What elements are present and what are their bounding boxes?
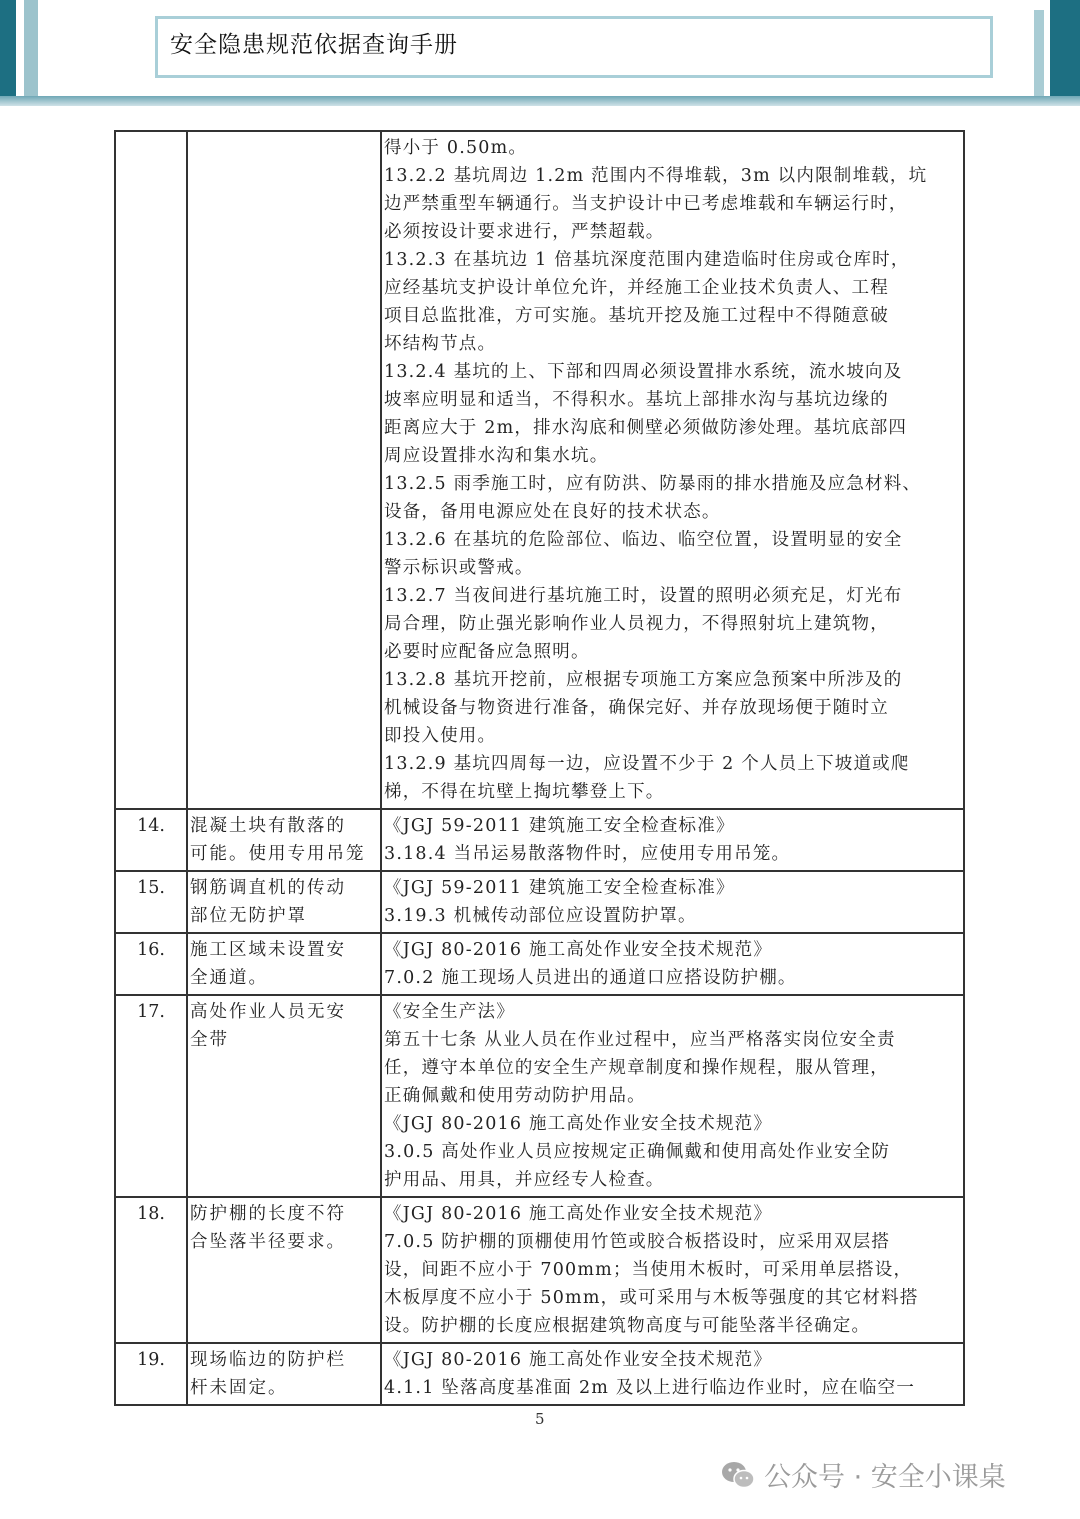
basis-line: 距离应大于 2m，排水沟底和侧壁必须做防渗处理。基坑底部四 (384, 418, 908, 438)
row-number (115, 131, 187, 809)
basis-line: 梯，不得在坑壁上掏坑攀登上下。 (384, 782, 665, 802)
header-title: 安全隐患规范依据查询手册 (170, 32, 458, 58)
regulation-basis (381, 995, 964, 1197)
basis-line: 13.2.4 基坑的上、下部和四周必须设置排水系统，流水坡向及 (384, 362, 903, 382)
basis-line: 木板厚度不应小于 50mm，或可采用与木板等强度的其它材料搭 (384, 1288, 919, 1308)
hazard-line: 现场临边的防护栏 (190, 1350, 346, 1370)
hazard-line: 高处作业人员无安 (190, 1002, 346, 1022)
basis-line: 《JGJ 80-2016 施工高处作业安全技术规范》 (384, 1350, 773, 1370)
basis-line: 局合理，防止强光影响作业人员视力，不得照射坑上建筑物， (384, 614, 889, 634)
basis-line: 3.19.3 机械传动部位应设置防护罩。 (384, 906, 697, 926)
row-number: 16. (115, 933, 187, 995)
table-row (115, 131, 964, 809)
hazard-description (187, 995, 381, 1197)
row-number: 19. (115, 1343, 187, 1405)
hazard-table (114, 130, 965, 1406)
basis-line: 正确佩戴和使用劳动防护用品。 (384, 1086, 646, 1106)
hazard-line: 杆未固定。 (190, 1378, 288, 1398)
basis-line: 《JGJ 59-2011 建筑施工安全检查标准》 (384, 878, 735, 898)
basis-line: 项目总监批准，方可实施。基坑开挖及施工过程中不得随意破 (384, 306, 889, 326)
table-row (115, 1343, 964, 1405)
row-number: 18. (115, 1197, 187, 1343)
watermark (720, 1455, 1006, 1494)
regulation-basis (381, 809, 964, 871)
header-divider (0, 96, 1080, 106)
basis-line: 3.18.4 当吊运易散落物件时，应使用专用吊笼。 (384, 844, 791, 864)
row-number: 15. (115, 871, 187, 933)
basis-line: 7.0.2 施工现场人员进出的通道口应搭设防护棚。 (384, 968, 797, 988)
basis-line: 警示标识或警戒。 (384, 558, 534, 578)
hazard-description (187, 1343, 381, 1405)
row-number: 14. (115, 809, 187, 871)
regulation-basis (381, 1197, 964, 1343)
regulation-basis (381, 871, 964, 933)
basis-line: 13.2.5 雨季施工时，应有防洪、防暴雨的排水措施及应急材料、 (384, 474, 922, 494)
basis-line: 周应设置排水沟和集水坑。 (384, 446, 609, 466)
row-number: 17. (115, 995, 187, 1197)
hazard-line: 钢筋调直机的传动 (190, 878, 346, 898)
basis-line: 13.2.8 基坑开挖前，应根据专项施工方案应急预案中所涉及的 (384, 670, 903, 690)
wechat-icon (720, 1460, 756, 1490)
basis-line: 《JGJ 80-2016 施工高处作业安全技术规范》 (384, 940, 773, 960)
hazard-line: 可能。使用专用吊笼 (190, 844, 366, 864)
table-row (115, 809, 964, 871)
basis-line: 设，间距不应小于 700mm；当使用木板时，可采用单层搭设， (384, 1260, 913, 1280)
hazard-line: 合坠落半径要求。 (190, 1232, 346, 1252)
hazard-description (187, 871, 381, 933)
hazard-line: 部位无防护罩 (190, 906, 307, 926)
basis-line: 13.2.9 基坑四周每一边，应设置不少于 2 个人员上下坡道或爬 (384, 754, 910, 774)
basis-line: 任，遵守本单位的安全生产规章制度和操作规程，服从管理， (384, 1058, 889, 1078)
basis-line: 即投入使用。 (384, 726, 497, 746)
table-row (115, 995, 964, 1197)
hazard-description (187, 933, 381, 995)
basis-line: 《JGJ 80-2016 施工高处作业安全技术规范》 (384, 1204, 773, 1224)
basis-line: 4.1.1 坠落高度基准面 2m 及以上进行临边作业时，应在临空一 (384, 1378, 916, 1398)
header-bar-right (1050, 0, 1080, 98)
basis-line: 坡率应明显和适当，不得积水。基坑上部排水沟与基坑边缘的 (384, 390, 889, 410)
basis-line: 《JGJ 59-2011 建筑施工安全检查标准》 (384, 816, 735, 836)
hazard-description (187, 1197, 381, 1343)
basis-line: 边严禁重型车辆通行。当支护设计中已考虑堆载和车辆运行时， (384, 194, 908, 214)
watermark-text: 公众号 · 安全小课桌 (764, 1462, 1006, 1493)
hazard-description (187, 809, 381, 871)
basis-line: 13.2.3 在基坑边 1 倍基坑深度范围内建造临时住房或仓库时， (384, 250, 910, 270)
header-stripe-left (24, 0, 38, 96)
basis-line: 设。防护棚的长度应根据建筑物高度与可能坠落半径确定。 (384, 1316, 871, 1336)
basis-line: 13.2.2 基坑周边 1.2m 范围内不得堆载，3m 以内限制堆载，坑 (384, 166, 928, 186)
basis-line: 必须按设计要求进行，严禁超载。 (384, 222, 665, 242)
basis-line: 机械设备与物资进行准备，确保完好、并存放现场便于随时立 (384, 698, 889, 718)
regulation-basis (381, 933, 964, 995)
basis-line: 3.0.5 高处作业人员应按规定正确佩戴和使用高处作业安全防 (384, 1142, 891, 1162)
hazard-description (187, 131, 381, 809)
header-bar-left (0, 0, 16, 96)
basis-line: 13.2.6 在基坑的危险部位、临边、临空位置，设置明显的安全 (384, 530, 903, 550)
regulation-basis (381, 1343, 964, 1405)
table-row (115, 933, 964, 995)
hazard-line: 混凝土块有散落的 (190, 816, 346, 836)
basis-line: 13.2.7 当夜间进行基坑施工时，设置的照明必须充足，灯光布 (384, 586, 903, 606)
basis-line: 第五十七条 从业人员在作业过程中，应当严格落实岗位安全责 (384, 1030, 896, 1050)
basis-line: 得小于 0.50m。 (384, 138, 528, 158)
basis-line: 《安全生产法》 (384, 1002, 515, 1022)
basis-line: 坏结构节点。 (384, 334, 497, 354)
basis-line: 7.0.5 防护棚的顶棚使用竹笆或胶合板搭设时，应采用双层搭 (384, 1232, 891, 1252)
basis-line: 护用品、用具，并应经专人检查。 (384, 1170, 665, 1190)
header-stripe-right (1034, 10, 1044, 96)
hazard-line: 施工区域未设置安 (190, 940, 346, 960)
hazard-line: 全通道。 (190, 968, 268, 988)
hazard-line: 全带 (190, 1030, 229, 1050)
hazard-line: 防护棚的长度不符 (190, 1204, 346, 1224)
basis-line: 设备，备用电源应处在良好的技术状态。 (384, 502, 721, 522)
basis-line: 《JGJ 80-2016 施工高处作业安全技术规范》 (384, 1114, 773, 1134)
regulation-basis (381, 131, 964, 809)
basis-line: 应经基坑支护设计单位允许，并经施工企业技术负责人、工程 (384, 278, 889, 298)
table-row (115, 871, 964, 933)
table-row (115, 1197, 964, 1343)
page-number: 5 (535, 1410, 545, 1428)
basis-line: 必要时应配备应急照明。 (384, 642, 590, 662)
